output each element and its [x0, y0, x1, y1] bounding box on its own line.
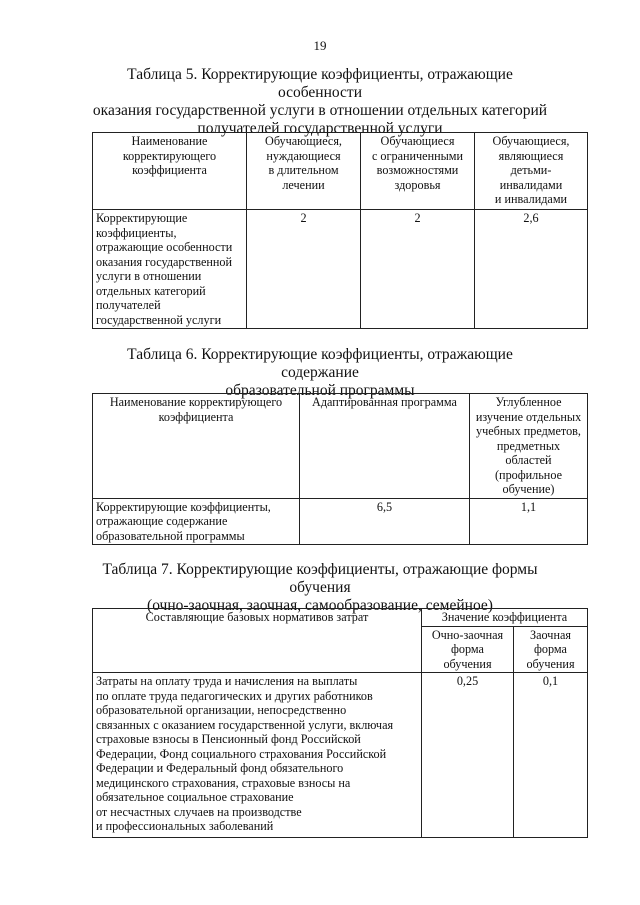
cell-line: страховые взносы в Пенсионный фонд Российской [96, 732, 361, 746]
header-name [93, 133, 247, 210]
cell-line: учебных предметов, [476, 424, 581, 438]
cell-line: возможностями [376, 163, 459, 177]
cell-line: оказания государственной [96, 254, 233, 269]
cell-line: от несчастных случаев на производстве [96, 804, 302, 819]
row-name [93, 210, 247, 329]
cell-line: с ограниченными [371, 148, 464, 163]
cell-line: корректирующего [122, 148, 217, 163]
cell-line: в длительном [268, 163, 339, 177]
cell-line: обязательное социальное страхование [96, 790, 294, 804]
caption-line: образовательной программы [225, 382, 415, 399]
cell-line: лечении [282, 177, 325, 192]
value-cell: 0,1 [514, 673, 588, 838]
table-header-row [93, 394, 588, 499]
cell-line: Затраты на оплату труда и начисления на выплаты [96, 674, 358, 688]
cell-line: нуждающиеся [266, 148, 341, 163]
value-cell: 0,25 [422, 673, 514, 838]
table-header-row [93, 609, 588, 627]
cell-line: Углубленное [495, 395, 562, 409]
header-coefficient-value: Значение коэффициента [422, 609, 588, 627]
cell-line: Федерации, Фонд социального страхования Российской [96, 746, 387, 761]
cell-line: отражающие особенности [96, 240, 233, 254]
cell-line: связанных с оказанием государственной услуги, включая [96, 717, 394, 732]
cell-line: областей [505, 453, 552, 467]
cell-line: государственной услуги [96, 312, 222, 327]
table7-caption [70, 561, 570, 615]
cell-line: (профильное [494, 467, 562, 482]
row-name [93, 498, 300, 545]
table5 [92, 132, 588, 329]
value-cell: 1,1 [470, 498, 588, 545]
cell-line: обучения [443, 656, 492, 671]
cell-line: образовательной программы [96, 528, 245, 543]
cell-line: здоровья [394, 177, 441, 192]
cell-line: изучение отдельных [475, 409, 582, 424]
value-cell: 6,5 [300, 498, 470, 545]
header-name [93, 394, 300, 499]
header-adapted-program: Адаптированная программа [300, 394, 470, 499]
cell-line: Наименование корректирующего [109, 395, 283, 409]
table6 [92, 393, 588, 545]
header-disabled [475, 133, 588, 210]
cell-line: предметных [496, 438, 561, 453]
cell-line: форма [451, 642, 484, 656]
value-cell: 2 [247, 210, 361, 329]
row-name [93, 673, 422, 838]
cell-line: являющиеся [498, 148, 564, 163]
cell-line: коэффициента [132, 163, 207, 177]
cell-line: отдельных категорий [96, 283, 206, 298]
caption-line: Таблица 5. Корректирующие коэффициенты, отражающие особенности [127, 66, 513, 101]
header-distance [514, 626, 588, 673]
page-number: 19 [313, 38, 327, 53]
cell-line: детьми- [510, 163, 552, 177]
header-long-treatment [247, 133, 361, 210]
table-header-row [93, 133, 588, 210]
table5-caption [90, 66, 550, 138]
table-row [93, 673, 588, 838]
caption-line: (очно-заочная, заочная, самообразование, семейное) [147, 597, 493, 614]
cell-line: Корректирующие [96, 211, 188, 225]
cell-line: Наименование [131, 134, 208, 148]
cell-line: медицинского страхования, страховые взносы на [96, 775, 351, 790]
cell-line: услуги в отношении [96, 269, 202, 283]
table6-caption [90, 346, 550, 400]
header-cost-components: Составляющие базовых нормативов затрат [93, 609, 422, 673]
cell-line: Корректирующие коэффициенты, [96, 499, 271, 514]
cell-line: по оплате труда педагогических и других работников [96, 688, 373, 703]
cell-line: образовательной организации, непосредственно [96, 703, 347, 717]
cell-line: отражающие содержание [96, 514, 228, 528]
cell-line: и инвалидами [494, 192, 568, 206]
cell-line: обучение) [502, 482, 555, 496]
table-row [93, 210, 588, 329]
caption-line: получателей государственной услуги [197, 120, 443, 137]
value-cell: 2 [361, 210, 475, 329]
cell-line: получателей [96, 298, 161, 312]
value-cell: 2,6 [475, 210, 588, 329]
caption-line: оказания государственной услуги в отношении отдельных категорий [92, 102, 548, 119]
cell-line: коэффициента [158, 409, 234, 424]
header-part-time [422, 626, 514, 673]
cell-line: и профессиональных заболеваний [96, 819, 274, 833]
cell-line: Заочная [530, 627, 571, 642]
caption-line: Таблица 6. Корректирующие коэффициенты, отражающие содержание [127, 346, 513, 381]
header-advanced-study [470, 394, 588, 499]
table7 [92, 608, 588, 838]
cell-line: Очно-заочная [431, 627, 504, 642]
cell-line: Федерации и Федеральный фонд обязательного [96, 761, 344, 775]
header-limited-health [361, 133, 475, 210]
cell-line: коэффициенты, [96, 225, 177, 240]
table-row [93, 498, 588, 545]
cell-line: Обучающиеся, [265, 134, 342, 148]
cell-line: Обучающиеся, [492, 134, 570, 148]
cell-line: Обучающиеся [380, 134, 455, 148]
caption-line: Таблица 7. Корректирующие коэффициенты, отражающие формы обучения [102, 561, 538, 596]
cell-line: форма [534, 642, 567, 656]
cell-line: инвалидами [499, 177, 563, 192]
cell-line: обучения [526, 656, 575, 671]
